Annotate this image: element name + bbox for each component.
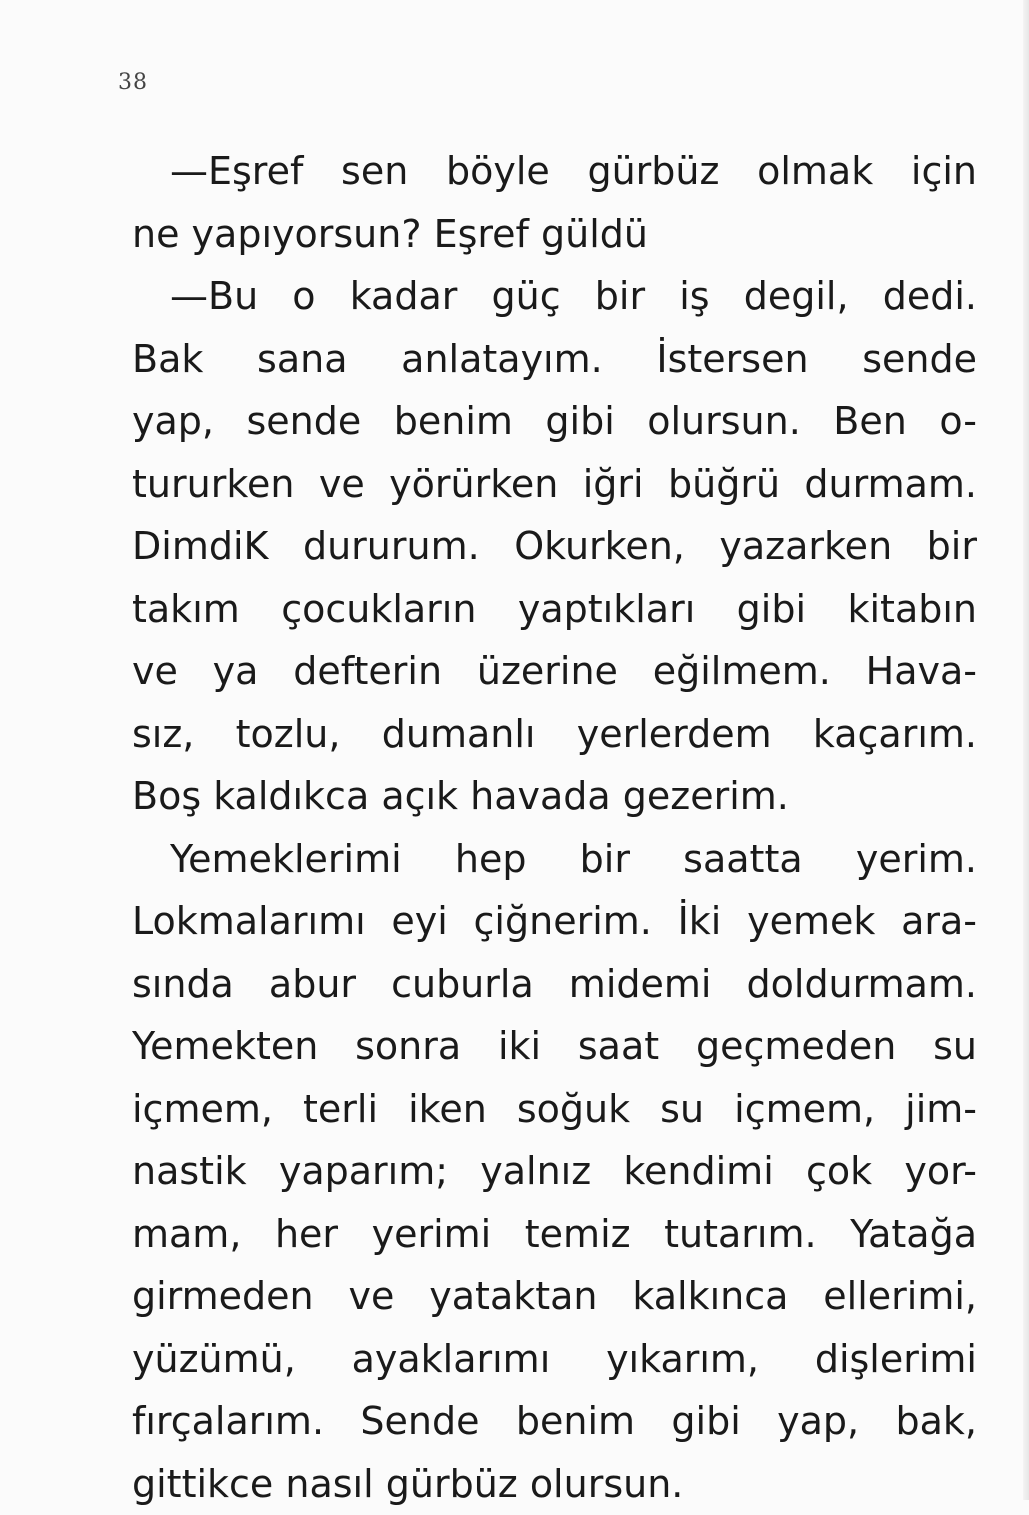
text-line: ne yapıyorsun? Eşref güldü [132,203,977,266]
text-line: yap, sende benim gibi olursun. Ben o- [132,390,977,453]
text-line: tururken ve yörürken iğri büğrü durmam. [132,453,977,516]
text-line: —Eşref sen böyle gürbüz olmak için [132,140,977,203]
text-line: Lokmalarımı eyi çiğnerim. İki yemek ara- [132,890,977,953]
text-line: nastik yaparım; yalnız kendimi çok yor- [132,1140,977,1203]
text-line: Yemeklerimi hep bir saatta yerim. [132,828,977,891]
text-line: yüzümü, ayaklarımı yıkarım, dişlerimi [132,1328,977,1391]
text-line: içmem, terli iken soğuk su içmem, jim- [132,1078,977,1141]
text-line: Boş kaldıkca açık havada gezerim. [132,765,977,828]
text-line: mam, her yerimi temiz tutarım. Yatağa [132,1203,977,1266]
text-line: Bak sana anlatayım. İstersen sende [132,328,977,391]
text-line: sında abur cuburla midemi doldurmam. [132,953,977,1016]
text-line: DimdiK dururum. Okurken, yazarken bir [132,515,977,578]
page-number: 38 [118,70,148,95]
text-line: gittikce nasıl gürbüz olursun. [132,1453,977,1515]
text-line: —Bu o kadar güç bir iş degil, dedi. [132,265,977,328]
page-edge [1023,0,1029,1500]
text-line: sız, tozlu, dumanlı yerlerdem kaçarım. [132,703,977,766]
text-line: girmeden ve yataktan kalkınca ellerimi, [132,1265,977,1328]
page-text [132,140,977,1515]
text-line: Yemekten sonra iki saat geçmeden su [132,1015,977,1078]
text-line: fırçalarım. Sende benim gibi yap, bak, [132,1390,977,1453]
text-line: ve ya defterin üzerine eğilmem. Hava- [132,640,977,703]
text-line: takım çocukların yaptıkları gibi kitabın [132,578,977,641]
